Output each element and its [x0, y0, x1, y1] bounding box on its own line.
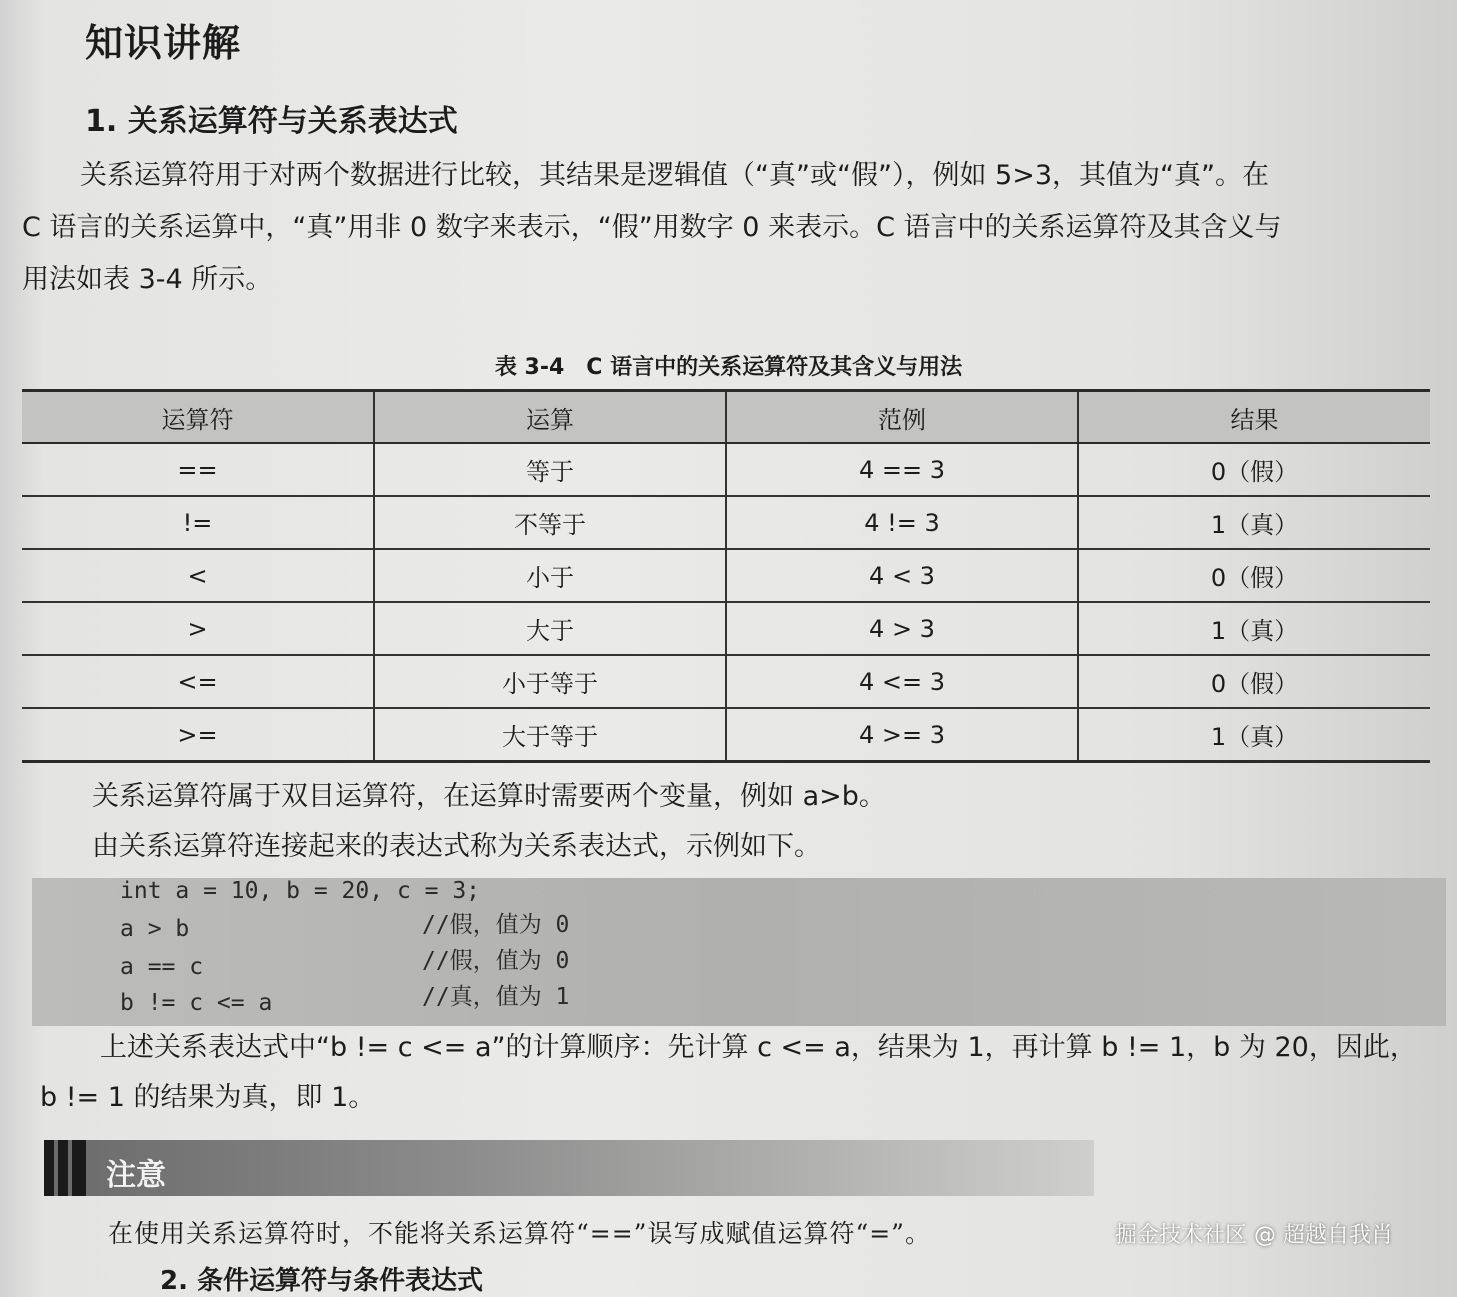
next-section-heading: 2. 条件运算符与条件表达式	[160, 1266, 484, 1296]
code-line-4: b != c <= a	[120, 990, 273, 1016]
cell-operation: 小于等于	[374, 655, 726, 708]
cell-operator: >	[22, 602, 374, 655]
cell-result: 1（真）	[1078, 602, 1430, 655]
cell-operation: 大于	[374, 602, 726, 655]
operator-table	[22, 389, 1430, 763]
code-block	[32, 878, 1446, 1026]
cell-example: 4 <= 3	[726, 655, 1078, 708]
cell-operation: 等于	[374, 443, 726, 496]
code-line-1: int a = 10, b = 20, c = 3;	[120, 878, 481, 904]
code-line-2: a > b	[120, 916, 190, 942]
header-result: 结果	[1078, 391, 1430, 444]
cell-result: 1（真）	[1078, 496, 1430, 549]
intro-line-2: C 语言的关系运算中，“真”用非 0 数字来表示，“假”用数字 0 来表示。C 语言中的关系运算符及其含义与	[22, 212, 1282, 243]
cell-operator: >=	[22, 708, 374, 762]
cell-example: 4 != 3	[726, 496, 1078, 549]
cell-example: 4 > 3	[726, 602, 1078, 655]
intro-line-1: 关系运算符用于对两个数据进行比较，其结果是逻辑值（“真”或“假”），例如 5>3，其值为“真”。在	[80, 160, 1269, 191]
table-row	[22, 549, 1430, 602]
explain-line-1: 上述关系表达式中“b != c <= a”的计算顺序：先计算 c <= a，结果为 1，再计算 b != 1，b 为 20，因此，	[100, 1032, 1417, 1063]
note-title: 注意	[106, 1158, 166, 1193]
evaluation-explanation	[40, 1023, 1450, 1123]
code-comment-2: //假，值为 0	[422, 912, 570, 938]
cell-operation: 大于等于	[374, 708, 726, 762]
header-operator: 运算符	[22, 391, 374, 444]
cell-example: 4 == 3	[726, 443, 1078, 496]
section-title: 1. 关系运算符与关系表达式	[85, 104, 458, 139]
table-row	[22, 708, 1430, 762]
cell-operator: !=	[22, 496, 374, 549]
cell-operator: <	[22, 549, 374, 602]
note-stripes-icon	[44, 1140, 90, 1196]
table-caption: 表 3-4 C 语言中的关系运算符及其含义与用法	[494, 355, 963, 380]
watermark: 掘金技术社区 @ 超越自我肖	[1115, 1223, 1393, 1248]
table-header-row	[22, 391, 1430, 444]
table-row	[22, 443, 1430, 496]
expression-paragraph: 由关系运算符连接起来的表达式称为关系表达式，示例如下。	[92, 831, 821, 862]
note-banner	[44, 1140, 1094, 1196]
explain-line-2: b != 1 的结果为真，即 1。	[40, 1082, 376, 1113]
cell-result: 1（真）	[1078, 708, 1430, 762]
cell-result: 0（假）	[1078, 655, 1430, 708]
note-text: 在使用关系运算符时，不能将关系运算符“==”误写成赋值运算符“=”。	[108, 1219, 931, 1248]
table-row	[22, 496, 1430, 549]
table-row	[22, 655, 1430, 708]
table-row	[22, 602, 1430, 655]
intro-paragraph	[22, 150, 1432, 306]
header-example: 范例	[726, 391, 1078, 444]
page-heading: 知识讲解	[85, 21, 242, 65]
header-operation: 运算	[374, 391, 726, 444]
code-comment-3: //假，值为 0	[422, 948, 570, 974]
cell-example: 4 < 3	[726, 549, 1078, 602]
binary-operator-paragraph: 关系运算符属于双目运算符，在运算时需要两个变量，例如 a>b。	[92, 781, 886, 812]
cell-operator: ==	[22, 443, 374, 496]
cell-result: 0（假）	[1078, 549, 1430, 602]
intro-line-3: 用法如表 3-4 所示。	[22, 264, 273, 295]
code-comment-4: //真，值为 1	[422, 984, 570, 1010]
cell-operator: <=	[22, 655, 374, 708]
cell-operation: 不等于	[374, 496, 726, 549]
operator-notes	[92, 772, 886, 872]
cell-operation: 小于	[374, 549, 726, 602]
cell-example: 4 >= 3	[726, 708, 1078, 762]
code-line-3: a == c	[120, 954, 204, 980]
cell-result: 0（假）	[1078, 443, 1430, 496]
